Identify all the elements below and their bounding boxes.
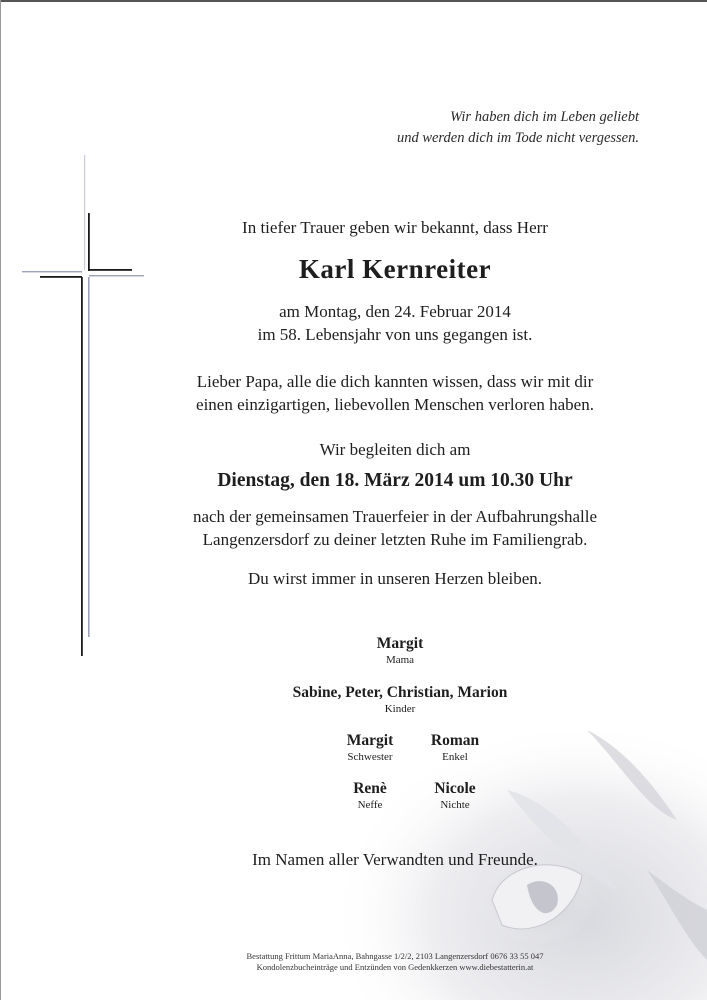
ceremony-line-2: Langenzersdorf zu deiner letzten Ruhe im Familiengrab. [202,530,588,549]
mourner-relation: Neffe [357,799,383,811]
deceased-name: Karl Kernreiter [298,254,492,284]
mourner-name: Roman [430,732,480,749]
footer-condolence: Kondolenzbucheinträge und Entzünden von Gedenkkerzen www.diebestatterin.at [256,962,534,972]
footer-address: Bestattung Frittum MariaAnna, Bahngasse 1/2/2, 2103 Langenzersdorf 0676 33 55 047 [246,951,544,961]
cross-vertical-dark-upper [88,213,90,271]
death-notice [130,300,660,346]
mourner-relation: Kinder [384,703,416,715]
tribute-line-1: Lieber Papa, alle die dich kannten wissen, dass wir mit dir [196,372,594,391]
death-age: im 58. Lebensjahr von uns gegangen ist. [257,325,533,344]
mourner-niece [395,779,515,812]
cross-vertical-light-lower [88,277,90,637]
cross-horizontal-dark-left [40,276,82,278]
death-date: am Montag, den 24. Februar 2014 [279,302,511,321]
mourner-relation: Schwester [347,751,393,763]
motto [397,107,639,149]
cross-horizontal-dark-right [89,269,132,271]
motto-line-1: Wir haben dich im Leben geliebt [450,109,639,125]
tribute-text [130,370,660,416]
accompany-text: Wir begleiten dich am [319,440,471,459]
mourner-name: Margit [346,732,394,749]
closing-text: Du wirst immer in unseren Herzen bleiben. [247,569,543,588]
mourner-name: Renè [353,780,387,797]
signoff-text: Im Namen aller Verwandten und Freunde. [252,850,538,869]
funeral-home-footer [130,951,660,973]
intro-text: In tiefer Trauer geben wir bekannt, dass Herr [242,218,548,237]
mourner-name: Nicole [434,780,476,797]
cross-horizontal-light-left [22,271,82,272]
cross-vertical-light-upper [84,155,85,270]
ceremony-text [130,505,660,551]
cross-vertical-dark-lower [81,277,83,656]
mourner-mother [280,634,520,667]
mourner-name: Margit [376,635,424,652]
mourner-name: Sabine, Peter, Christian, Marion [292,684,508,701]
ceremony-line-1: nach der gemeinsamen Trauerfeier in der Aufbahrungshalle [192,507,598,526]
funeral-date: Dienstag, den 18. März 2014 um 10.30 Uhr [217,470,573,491]
mourner-relation: Enkel [442,751,468,763]
mourner-grandchild [395,731,515,764]
mourner-relation: Nichte [440,799,470,811]
mourner-children [272,683,528,716]
tribute-line-2: einen einzigartigen, liebevollen Menschen verloren haben. [196,395,594,414]
mourner-relation: Mama [385,654,415,666]
motto-line-2: und werden dich im Tode nicht vergessen. [396,130,639,146]
